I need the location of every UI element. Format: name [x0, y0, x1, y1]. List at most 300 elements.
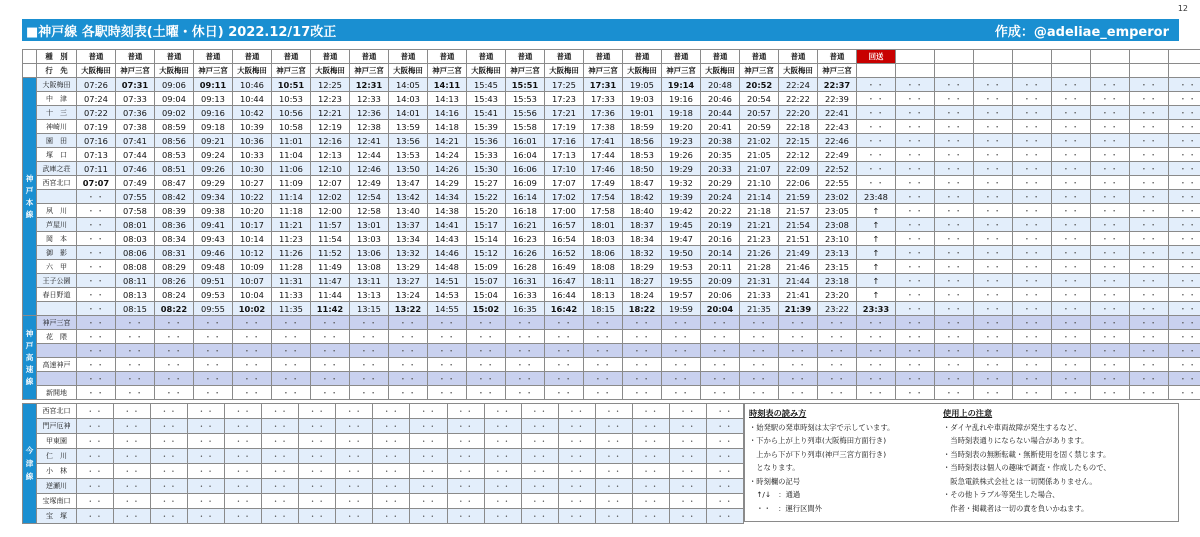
time-cell: ・・: [857, 344, 896, 358]
time-cell: ・・: [896, 78, 935, 92]
station-row: [23, 274, 1200, 288]
time-cell: 11:09: [272, 176, 311, 190]
time-cell: ・・: [447, 479, 484, 494]
time-cell: 21:54: [779, 218, 818, 232]
time-cell: ・・: [225, 434, 262, 449]
time-cell: ・・: [935, 106, 974, 120]
time-cell: ・・: [77, 358, 116, 372]
time-cell: ・・: [77, 204, 116, 218]
time-cell: 22:46: [818, 134, 857, 148]
time-cell: ・・: [935, 260, 974, 274]
time-cell: ・・: [336, 509, 373, 524]
destination-cell: 神戸三宮: [350, 64, 389, 78]
time-cell: ・・: [116, 386, 155, 400]
time-cell: ↑: [857, 204, 896, 218]
train-type-cell: [896, 50, 935, 64]
time-cell: ・・: [77, 372, 116, 386]
station-name: 仁 川: [37, 449, 77, 464]
time-cell: 11:28: [272, 260, 311, 274]
time-cell: 09:38: [194, 204, 233, 218]
time-cell: ・・: [1052, 232, 1091, 246]
time-cell: 08:01: [116, 218, 155, 232]
time-cell: 19:47: [662, 232, 701, 246]
time-cell: 21:14: [740, 190, 779, 204]
time-cell: ・・: [311, 372, 350, 386]
destination-cell: [1052, 64, 1091, 78]
time-cell: 10:17: [233, 218, 272, 232]
time-cell: 12:46: [350, 162, 389, 176]
time-cell: ・・: [225, 509, 262, 524]
time-cell: ・・: [935, 162, 974, 176]
time-cell: 09:41: [194, 218, 233, 232]
time-cell: 10:46: [233, 78, 272, 92]
time-cell: ・・: [77, 509, 114, 524]
time-cell: 10:56: [272, 106, 311, 120]
station-row: [23, 358, 1200, 372]
destination-cell: 大阪梅田: [311, 64, 350, 78]
time-cell: ・・: [896, 386, 935, 400]
time-cell: 20:19: [701, 218, 740, 232]
time-cell: 18:53: [623, 148, 662, 162]
time-cell: 12:00: [311, 204, 350, 218]
time-cell: 17:46: [584, 162, 623, 176]
time-cell: ・・: [116, 372, 155, 386]
time-cell: ・・: [545, 330, 584, 344]
time-cell: 22:12: [779, 148, 818, 162]
time-cell: ・・: [447, 434, 484, 449]
time-cell: ・・: [974, 176, 1013, 190]
caution-line: 作者・掲載者は一切の責を負いかねます。: [943, 503, 1089, 513]
time-cell: 22:20: [779, 106, 818, 120]
station-name: 宝塚南口: [37, 494, 77, 509]
destination-cell: [896, 64, 935, 78]
time-cell: ・・: [1013, 106, 1052, 120]
howto-line: となります。: [749, 463, 800, 472]
time-cell: 15:27: [467, 176, 506, 190]
time-cell: ・・: [194, 344, 233, 358]
time-cell: ・・: [1091, 218, 1130, 232]
time-cell: 11:01: [272, 134, 311, 148]
time-cell: 10:14: [233, 232, 272, 246]
time-cell: ・・: [623, 372, 662, 386]
time-cell: 14:51: [428, 274, 467, 288]
time-cell: 09:26: [194, 162, 233, 176]
time-cell: 07:49: [116, 176, 155, 190]
station-row: [23, 148, 1200, 162]
time-cell: 13:47: [389, 176, 428, 190]
time-cell: 07:41: [116, 134, 155, 148]
time-cell: ・・: [506, 330, 545, 344]
time-cell: ・・: [373, 404, 410, 419]
time-cell: ・・: [857, 120, 896, 134]
time-cell: ・・: [1169, 316, 1200, 330]
time-cell: 10:39: [233, 120, 272, 134]
time-cell: ・・: [1052, 344, 1091, 358]
station-name: 花 隈: [37, 330, 77, 344]
time-cell: 16:01: [506, 134, 545, 148]
time-cell: ・・: [896, 358, 935, 372]
station-name: 小 林: [37, 464, 77, 479]
notes-panel: [744, 403, 1179, 522]
time-cell: 08:56: [155, 134, 194, 148]
station-row: [23, 344, 1200, 358]
time-cell: ・・: [706, 464, 743, 479]
time-cell: 12:25: [311, 78, 350, 92]
time-cell: ・・: [818, 386, 857, 400]
time-cell: ・・: [662, 386, 701, 400]
time-cell: ・・: [935, 134, 974, 148]
howto-line: ・・ ：運行区間外: [749, 503, 822, 513]
time-cell: 13:08: [350, 260, 389, 274]
time-cell: 18:59: [623, 120, 662, 134]
time-cell: ↑: [857, 288, 896, 302]
time-cell: ・・: [350, 344, 389, 358]
time-cell: ・・: [701, 344, 740, 358]
time-cell: ・・: [77, 330, 116, 344]
time-cell: 07:13: [77, 148, 116, 162]
time-cell: ・・: [740, 358, 779, 372]
time-cell: ・・: [974, 386, 1013, 400]
time-cell: 08:15: [116, 302, 155, 316]
time-cell: 07:31: [116, 78, 155, 92]
destination-cell: 大阪梅田: [77, 64, 116, 78]
time-cell: 10:22: [233, 190, 272, 204]
time-cell: ・・: [77, 344, 116, 358]
time-cell: 17:19: [545, 120, 584, 134]
time-cell: ・・: [1052, 386, 1091, 400]
time-cell: ・・: [1091, 162, 1130, 176]
train-type-cell: 普通: [389, 50, 428, 64]
time-cell: ・・: [857, 316, 896, 330]
time-cell: ・・: [896, 120, 935, 134]
time-cell: 12:21: [311, 106, 350, 120]
time-cell: ・・: [521, 419, 558, 434]
time-cell: 11:44: [311, 288, 350, 302]
time-cell: ・・: [1052, 302, 1091, 316]
time-cell: ・・: [373, 479, 410, 494]
time-cell: 11:57: [311, 218, 350, 232]
station-name: 塚 口: [37, 148, 77, 162]
time-cell: 08:39: [155, 204, 194, 218]
time-cell: ・・: [818, 358, 857, 372]
station-name: 園 田: [37, 134, 77, 148]
time-cell: 07:19: [77, 120, 116, 134]
time-cell: 09:55: [194, 302, 233, 316]
kobe-main-line-label: 神 戸 本 線: [23, 78, 37, 316]
station-row: [23, 434, 744, 449]
time-cell: ・・: [545, 386, 584, 400]
time-cell: ・・: [974, 372, 1013, 386]
time-cell: 15:17: [467, 218, 506, 232]
time-cell: ・・: [669, 494, 706, 509]
imazu-line-label: 今 津 線: [23, 404, 37, 524]
time-cell: 18:34: [623, 232, 662, 246]
station-name: 十 三: [37, 106, 77, 120]
time-cell: 10:58: [272, 120, 311, 134]
time-cell: ・・: [311, 344, 350, 358]
time-cell: ・・: [935, 204, 974, 218]
time-cell: ・・: [155, 316, 194, 330]
train-type-cell: 普通: [545, 50, 584, 64]
time-cell: ・・: [155, 330, 194, 344]
time-cell: ・・: [1091, 358, 1130, 372]
time-cell: 21:07: [740, 162, 779, 176]
time-cell: ・・: [935, 218, 974, 232]
time-cell: 14:05: [389, 78, 428, 92]
page-number: 12: [1177, 4, 1188, 13]
time-cell: 23:48: [857, 190, 896, 204]
time-cell: ・・: [896, 274, 935, 288]
destination-cell: [1169, 64, 1200, 78]
time-cell: 21:10: [740, 176, 779, 190]
time-cell: ・・: [484, 509, 521, 524]
time-cell: ・・: [1169, 106, 1200, 120]
time-cell: ・・: [1013, 162, 1052, 176]
time-cell: ・・: [623, 358, 662, 372]
time-cell: ・・: [595, 509, 632, 524]
time-cell: ・・: [1013, 190, 1052, 204]
time-cell: ・・: [706, 494, 743, 509]
time-cell: ・・: [1091, 344, 1130, 358]
time-cell: 18:08: [584, 260, 623, 274]
time-cell: 16:57: [545, 218, 584, 232]
time-cell: 20:46: [701, 92, 740, 106]
time-cell: ・・: [1013, 372, 1052, 386]
destination-row: [23, 64, 1200, 78]
time-cell: 12:07: [311, 176, 350, 190]
time-cell: 08:03: [116, 232, 155, 246]
time-cell: ・・: [1013, 302, 1052, 316]
station-row: [23, 386, 1200, 400]
time-cell: 12:36: [350, 106, 389, 120]
time-cell: ・・: [272, 386, 311, 400]
time-cell: 16:49: [545, 260, 584, 274]
time-cell: ・・: [974, 302, 1013, 316]
time-cell: 08:51: [155, 162, 194, 176]
time-cell: ・・: [272, 316, 311, 330]
time-cell: 13:32: [389, 246, 428, 260]
time-cell: ・・: [857, 134, 896, 148]
destination-cell: 神戸三宮: [116, 64, 155, 78]
station-row: [23, 190, 1200, 204]
time-cell: ・・: [896, 106, 935, 120]
train-type-cell: [974, 50, 1013, 64]
time-cell: ・・: [1130, 120, 1169, 134]
time-cell: ・・: [857, 92, 896, 106]
time-cell: ・・: [896, 92, 935, 106]
time-cell: ・・: [1052, 162, 1091, 176]
time-cell: 14:13: [428, 92, 467, 106]
time-cell: 09:51: [194, 274, 233, 288]
time-cell: 16:52: [545, 246, 584, 260]
time-cell: 19:23: [662, 134, 701, 148]
time-cell: ・・: [1013, 274, 1052, 288]
train-type-cell: 普通: [428, 50, 467, 64]
time-cell: 16:47: [545, 274, 584, 288]
time-cell: 13:50: [389, 162, 428, 176]
time-cell: 23:22: [818, 302, 857, 316]
time-cell: ・・: [410, 494, 447, 509]
time-cell: 14:18: [428, 120, 467, 134]
time-cell: ・・: [336, 479, 373, 494]
time-cell: 12:23: [311, 92, 350, 106]
time-cell: 08:53: [155, 148, 194, 162]
time-cell: 13:27: [389, 274, 428, 288]
time-cell: ・・: [701, 372, 740, 386]
time-cell: ・・: [632, 464, 669, 479]
train-type-cell: 普通: [701, 50, 740, 64]
time-cell: ・・: [506, 372, 545, 386]
time-cell: ・・: [740, 386, 779, 400]
time-cell: 16:31: [506, 274, 545, 288]
time-cell: ・・: [701, 330, 740, 344]
time-cell: 12:10: [311, 162, 350, 176]
time-cell: 20:44: [701, 106, 740, 120]
header-spacer: [23, 50, 37, 64]
time-cell: ・・: [558, 494, 595, 509]
imazu-line-timetable: [22, 403, 744, 524]
time-cell: ・・: [77, 449, 114, 464]
train-type-cell: 普通: [506, 50, 545, 64]
time-cell: ・・: [1091, 190, 1130, 204]
howto-line: ・時刻欄の記号: [749, 476, 801, 486]
time-cell: 08:06: [116, 246, 155, 260]
destination-label: 行 先: [37, 64, 77, 78]
time-cell: ・・: [389, 330, 428, 344]
time-cell: ・・: [1169, 92, 1200, 106]
time-cell: 22:43: [818, 120, 857, 134]
time-cell: ・・: [1013, 148, 1052, 162]
time-cell: ・・: [188, 419, 225, 434]
station-name: 芦屋川: [37, 218, 77, 232]
time-cell: 14:24: [428, 148, 467, 162]
time-cell: 17:41: [584, 134, 623, 148]
time-cell: 22:22: [779, 92, 818, 106]
time-cell: ・・: [1169, 134, 1200, 148]
time-cell: 14:41: [428, 218, 467, 232]
time-cell: ・・: [857, 78, 896, 92]
station-row: [23, 176, 1200, 190]
time-cell: ・・: [350, 386, 389, 400]
time-cell: ・・: [1013, 204, 1052, 218]
train-type-cell: 普通: [623, 50, 662, 64]
time-cell: 11:18: [272, 204, 311, 218]
time-cell: ・・: [447, 404, 484, 419]
station-name: [37, 372, 77, 386]
time-cell: ・・: [1130, 358, 1169, 372]
time-cell: ・・: [116, 358, 155, 372]
time-cell: 19:16: [662, 92, 701, 106]
time-cell: 15:12: [467, 246, 506, 260]
time-cell: 07:38: [116, 120, 155, 134]
station-row: [23, 162, 1200, 176]
time-cell: 09:43: [194, 232, 233, 246]
time-cell: ・・: [706, 404, 743, 419]
time-cell: 23:15: [818, 260, 857, 274]
time-cell: ・・: [1169, 344, 1200, 358]
time-cell: 16:06: [506, 162, 545, 176]
time-cell: ・・: [521, 479, 558, 494]
destination-cell: 神戸三宮: [428, 64, 467, 78]
time-cell: 12:54: [350, 190, 389, 204]
station-row: [23, 372, 1200, 386]
time-cell: ・・: [467, 316, 506, 330]
station-row: [23, 316, 1200, 330]
station-name: 逆瀬川: [37, 479, 77, 494]
time-cell: ・・: [974, 162, 1013, 176]
time-cell: 19:53: [662, 260, 701, 274]
time-cell: 09:06: [155, 78, 194, 92]
destination-cell: 大阪梅田: [623, 64, 662, 78]
time-cell: 16:28: [506, 260, 545, 274]
time-cell: ・・: [262, 434, 299, 449]
time-cell: ・・: [1052, 134, 1091, 148]
time-cell: 11:21: [272, 218, 311, 232]
time-cell: ・・: [896, 372, 935, 386]
time-cell: ・・: [272, 344, 311, 358]
time-cell: ・・: [1169, 204, 1200, 218]
station-name: 神戸三宮: [37, 316, 77, 330]
time-cell: 15:53: [506, 92, 545, 106]
time-cell: ・・: [484, 419, 521, 434]
time-cell: 22:24: [779, 78, 818, 92]
time-cell: 11:06: [272, 162, 311, 176]
time-cell: ・・: [410, 464, 447, 479]
station-row: [23, 330, 1200, 344]
time-cell: ・・: [299, 509, 336, 524]
time-cell: ・・: [114, 419, 151, 434]
time-cell: ↑: [857, 274, 896, 288]
destination-cell: 大阪梅田: [155, 64, 194, 78]
time-cell: ・・: [1169, 246, 1200, 260]
time-cell: ・・: [114, 464, 151, 479]
time-cell: 22:06: [779, 176, 818, 190]
time-cell: ・・: [467, 358, 506, 372]
station-name: 王子公園: [37, 274, 77, 288]
time-cell: ・・: [935, 92, 974, 106]
destination-cell: 神戸三宮: [740, 64, 779, 78]
time-cell: ・・: [1130, 316, 1169, 330]
time-cell: ・・: [595, 404, 632, 419]
time-cell: 21:51: [779, 232, 818, 246]
station-name: 甲東園: [37, 434, 77, 449]
time-cell: ・・: [1130, 134, 1169, 148]
time-cell: ・・: [262, 464, 299, 479]
time-cell: ・・: [740, 344, 779, 358]
howto-title: 時刻表の読み方: [749, 408, 807, 418]
time-cell: 09:04: [155, 92, 194, 106]
time-cell: ・・: [974, 218, 1013, 232]
time-cell: ・・: [336, 464, 373, 479]
time-cell: ・・: [521, 404, 558, 419]
time-cell: 12:58: [350, 204, 389, 218]
time-cell: 18:37: [623, 218, 662, 232]
time-cell: 17:49: [584, 176, 623, 190]
time-cell: 23:20: [818, 288, 857, 302]
time-cell: 19:42: [662, 204, 701, 218]
station-row: [23, 204, 1200, 218]
time-cell: ・・: [272, 358, 311, 372]
time-cell: ・・: [311, 358, 350, 372]
destination-cell: 神戸三宮: [818, 64, 857, 78]
time-cell: ・・: [350, 372, 389, 386]
time-cell: 21:05: [740, 148, 779, 162]
station-row: [23, 494, 744, 509]
time-cell: 14:53: [428, 288, 467, 302]
time-cell: ・・: [1130, 204, 1169, 218]
destination-cell: 神戸三宮: [506, 64, 545, 78]
station-name: 夙 川: [37, 204, 77, 218]
